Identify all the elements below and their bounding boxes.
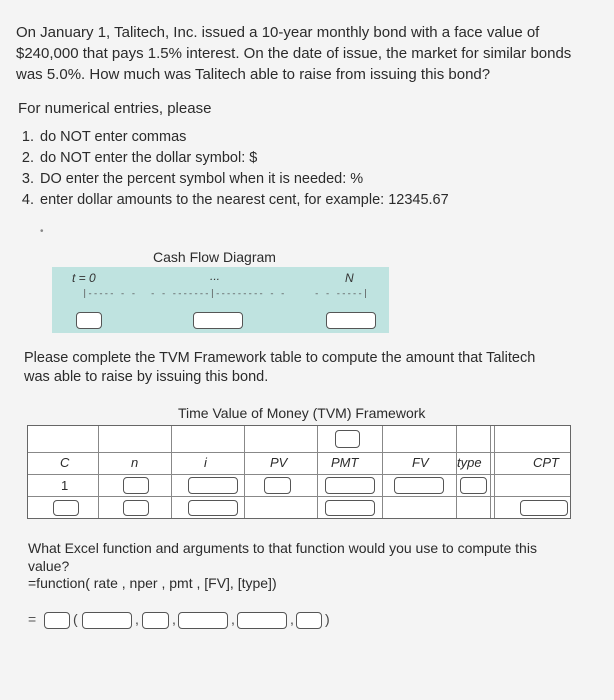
grid-line xyxy=(490,426,491,518)
pv-input[interactable] xyxy=(264,477,291,494)
grid-line xyxy=(28,496,570,497)
grid-line xyxy=(171,426,172,518)
i-input[interactable] xyxy=(188,477,238,494)
timeline-middle: - - -------|--------- - - xyxy=(150,289,286,299)
excel-equals: = xyxy=(28,611,37,627)
n-label: N xyxy=(345,271,354,285)
instruction-item: 4. enter dollar amounts to the nearest cent, for example: 12345.67 xyxy=(38,190,449,211)
cf-input-t0[interactable] xyxy=(76,312,102,329)
pmt-top-input[interactable] xyxy=(335,430,360,448)
c-value: 1 xyxy=(61,478,69,493)
open-paren: ( xyxy=(73,611,78,627)
c-compute-input[interactable] xyxy=(53,500,79,516)
comma: , xyxy=(290,611,294,627)
grid-line xyxy=(98,426,99,518)
tvm-intro-text: Please complete the TVM Framework table to compute the amount that Talitech was able to raise by issuing this bond. xyxy=(24,350,536,385)
excel-type-input[interactable] xyxy=(296,612,322,629)
instruction-item: 1. do NOT enter commas xyxy=(38,127,449,148)
excel-pmt-input[interactable] xyxy=(178,612,228,629)
header-type: type xyxy=(457,455,482,470)
excel-signature: =function( rate , nper , pmt , [FV], [type]) xyxy=(28,575,277,591)
comma: , xyxy=(231,611,235,627)
excel-rate-input[interactable] xyxy=(82,612,132,629)
instruction-item: 3. DO enter the percent symbol when it is needed: % xyxy=(38,169,449,190)
tvm-title: Time Value of Money (TVM) Framework xyxy=(178,405,426,421)
instructions-list xyxy=(18,127,449,211)
instructions-heading: For numerical entries, please xyxy=(18,100,212,117)
timeline-start: |----- - - xyxy=(82,289,137,299)
grid-line xyxy=(382,426,383,518)
excel-fv-input[interactable] xyxy=(237,612,287,629)
grid-line xyxy=(244,426,245,518)
cpt-input[interactable] xyxy=(520,500,568,516)
grid-line xyxy=(494,426,495,518)
n-compute-input[interactable] xyxy=(123,500,149,516)
grid-line xyxy=(456,426,457,518)
instruction-item: 2. do NOT enter the dollar symbol: $ xyxy=(38,148,449,169)
header-n: n xyxy=(131,455,139,470)
excel-nper-input[interactable] xyxy=(142,612,169,629)
pmt-input[interactable] xyxy=(325,477,375,494)
comma: , xyxy=(135,611,139,627)
header-c: C xyxy=(60,455,70,470)
cf-input-middle[interactable] xyxy=(193,312,243,329)
excel-function-input[interactable] xyxy=(44,612,70,629)
header-fv: FV xyxy=(412,455,429,470)
pmt-compute-input[interactable] xyxy=(325,500,375,516)
excel-question: What Excel function and arguments to that function would you use to compute this value? xyxy=(28,540,537,574)
grid-line xyxy=(317,426,318,518)
t0-label: t = 0 xyxy=(72,271,96,285)
question-text: On January 1, Talitech, Inc. issued a 10-year monthly bond with a face value of $240,000 that pays 1.5% interest. On the date of issue, the market for similar bonds was 5.0%. How much was Talitech able to raise from issuing this bond? xyxy=(16,24,572,83)
header-pv: PV xyxy=(270,455,288,470)
close-paren: ) xyxy=(325,611,330,627)
type-input[interactable] xyxy=(460,477,487,494)
cf-input-n[interactable] xyxy=(326,312,376,329)
ellipsis-label: ... xyxy=(210,269,221,283)
grid-line xyxy=(28,474,570,475)
grid-line xyxy=(28,452,570,453)
header-pmt: PMT xyxy=(331,455,359,470)
i-compute-input[interactable] xyxy=(188,500,238,516)
comma: , xyxy=(172,611,176,627)
timeline-end: - - -----| xyxy=(314,289,369,299)
n-input[interactable] xyxy=(123,477,149,494)
fv-input[interactable] xyxy=(394,477,444,494)
header-i: i xyxy=(204,455,207,470)
header-cpt: CPT xyxy=(533,455,559,470)
cash-flow-title: Cash Flow Diagram xyxy=(153,249,276,265)
tvm-table xyxy=(27,425,571,519)
bullet-dot: • xyxy=(40,226,44,237)
cash-flow-band xyxy=(52,267,389,333)
